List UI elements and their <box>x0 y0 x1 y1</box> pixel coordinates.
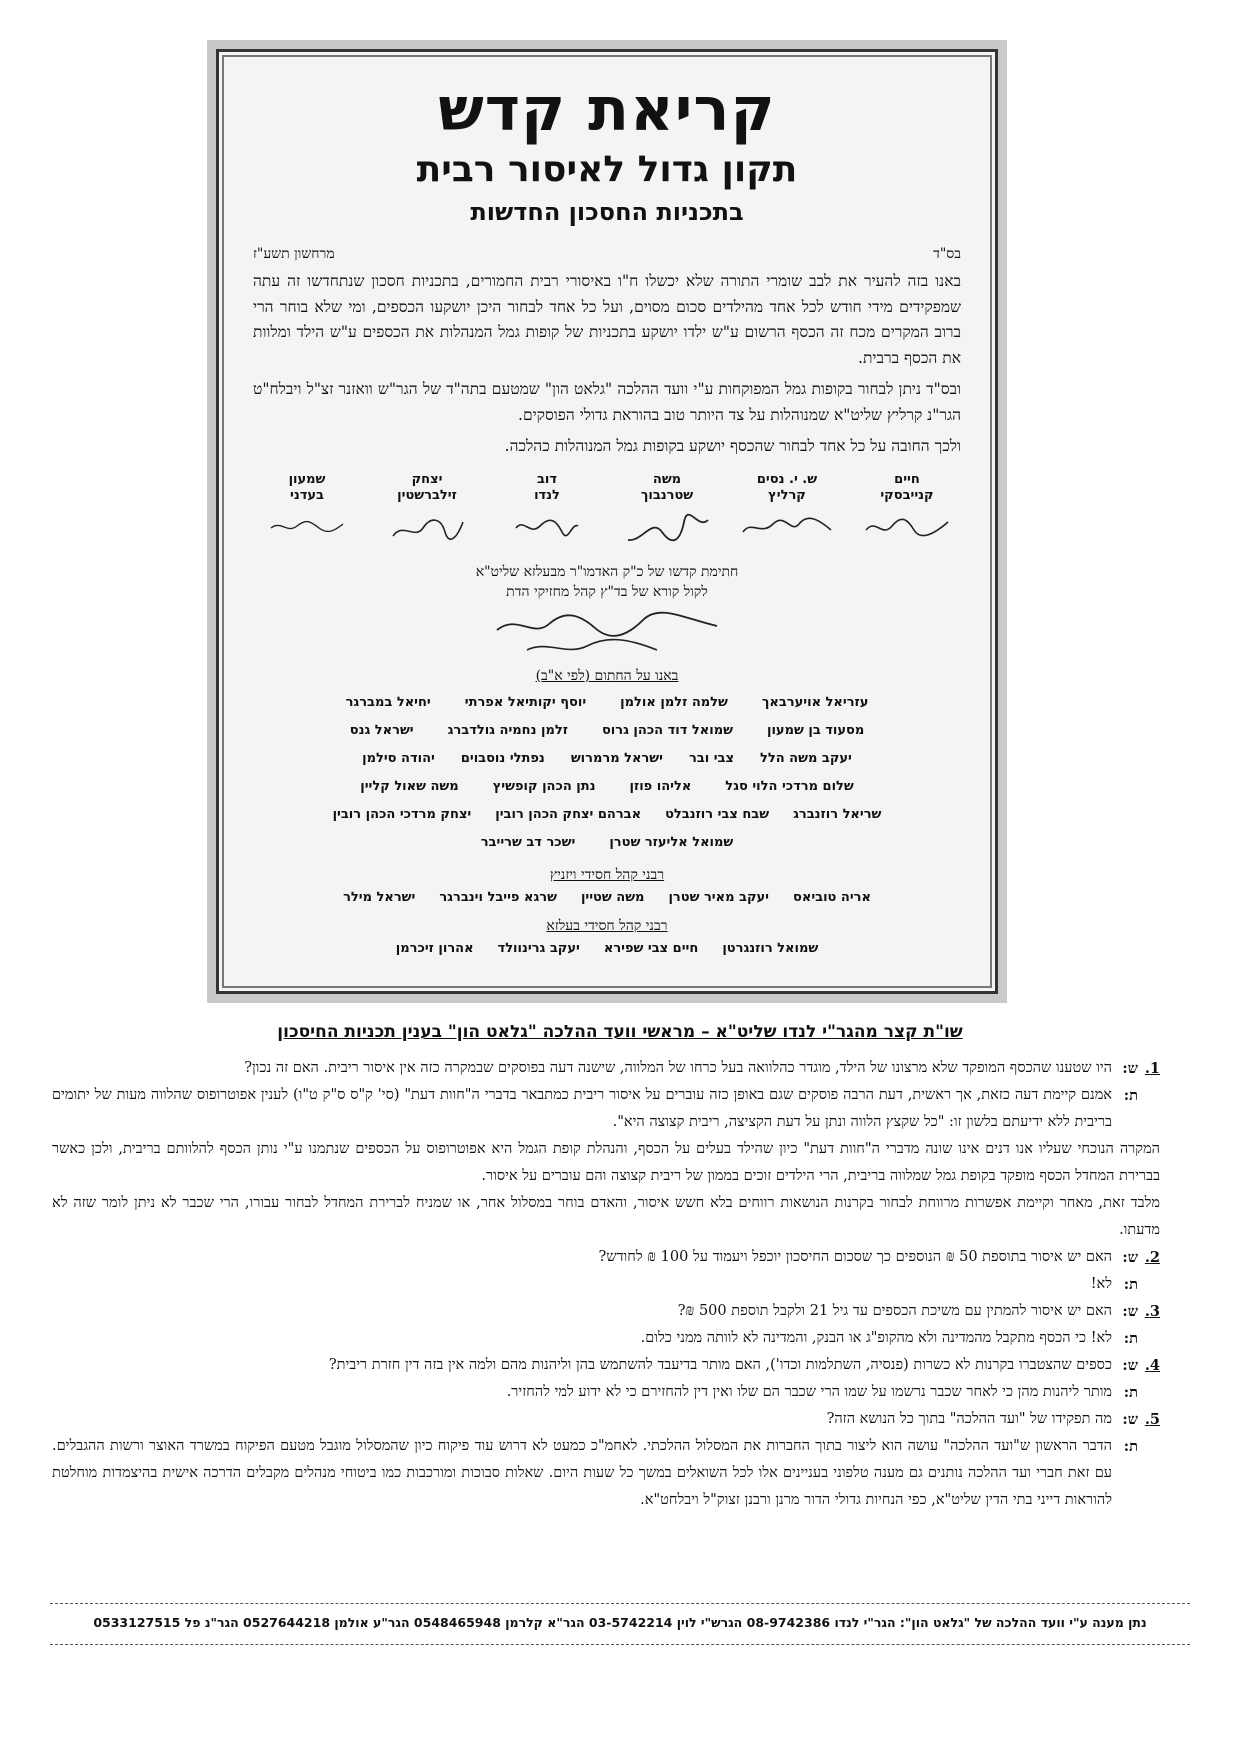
answer-text: לא! <box>1090 1276 1112 1292</box>
q-label: ש: <box>1122 1357 1138 1374</box>
endorser-name: שבח צבי רוזנבלט <box>665 806 770 822</box>
poster-date: מרחשון תשע"ז <box>253 246 335 262</box>
signer-name: יצחק זילברשטין <box>397 471 457 503</box>
q-label: ש: <box>1122 1060 1138 1077</box>
qa-question <box>52 1298 1160 1325</box>
qa-answer <box>52 1433 1160 1514</box>
vizhnitz-names <box>253 884 961 912</box>
endorsers-row <box>253 689 961 717</box>
endorser-name: צבי ובר <box>688 750 734 766</box>
signature-scrawl <box>739 512 835 542</box>
endorser-name: אריה טוביאס <box>793 889 871 905</box>
endorser-name: יהודה סילמן <box>362 750 435 766</box>
poster-paragraph-1: באנו בזה להעיר את לבב שומרי התורה שלא יכשלו ח"ו באיסורי רבית החמורים, בתכניות חסכון שנתחדשו זה עתה שמפקידים מידי חודש לכל אחד מהילדים סכום מסוים, ועל כל אחד לבחור היכן יושקעו הכספים, ומי שלא בוחר הרי ברוב המקרים מכח זה הכסף הרשום ע"ש ילדו יושקע בתכניות של קופות גמל המנהלות את הכספים ע"ש הילד ומלוות את הכסף ברבית. <box>253 272 961 367</box>
rabbis-signatures <box>253 472 961 548</box>
endorsers-list <box>253 689 961 857</box>
endorser-name: יעקב משה הלל <box>759 750 852 766</box>
answer-continuation: המקרה הנוכחי שעליו אנו דנים אינו שונה מדברי ה"חוות דעת" כיון שהילד בעלים על הכסף, והנהלת קופת הגמל היא אפוטרופוס על הכספים שנתמנו ע"י נותן הכסף להלוותם בריבית, ולכן כאשר בברירת המחדל הכסף מופקד בקופת גמל שמלווה בריבית, הרי הילדים זוכים בממון של ריבית קצוצה והם עוברים על איסור. <box>52 1141 1160 1184</box>
endorser-name: שמואל דוד הכהן גרוס <box>601 722 733 738</box>
endorser-name: שריאל רוזנברג <box>793 806 882 822</box>
endorsers-row <box>253 773 961 801</box>
qa-title: שו"ת קצר מהגר"י לנדו שליט"א – מראשי וועד ההלכה "גלאט הון" בענין תכניות החיסכון <box>277 1022 963 1042</box>
qa-number: 5. <box>1144 1411 1160 1428</box>
endorser-name: ישראל מרמרוש <box>570 750 663 766</box>
question-text: מה תפקידו של "ועד ההלכה" בתוך כל הנושא הזה? <box>826 1411 1112 1427</box>
endorser-name: שמואל רוזנגרטן <box>722 940 819 956</box>
contact-footer: נתן מענה ע"י וועד ההלכה של "גלאט הון": הגר"י לנדו 08-9742386 הגרש"י לוין 03-5742214 הגר"א קלרמן 0548465948 הגר"ע אולמן 0527644218 הגר"נ פל 0533127515 <box>93 1615 1147 1630</box>
qa-answer <box>52 1325 1160 1352</box>
endorser-name: עזריאל אויערבאך <box>761 694 869 710</box>
signer <box>257 472 357 548</box>
answer-continuation: מלבד זאת, מאחר וקיימת אפשרות מרווחת לבחור בקרנות הנושאות רווחים בלא חשש איסור, והאדם בוחר במסלול אחר, או שמניח לברירת המחדל לבחור עבורו, הרי שכבר לא ניתן לומר שזה לא מדעתו. <box>52 1195 1160 1238</box>
belz-header: רבני קהל חסידי בעלזא <box>546 917 668 934</box>
a-label: ת: <box>1123 1087 1138 1104</box>
endorser-name: ישכר דב שרייבר <box>480 834 576 850</box>
q-label: ש: <box>1122 1411 1138 1428</box>
qa-number: 1. <box>1144 1060 1160 1077</box>
answer-text: הדבר הראשון ש"ועד ההלכה" עושה הוא ליצור בתוך החברות את המסלול ההלכתי. לאחמ"כ כמעט לא דרוש עוד פיקוח כיון שהמסלול מוגבל מטעם הפיקוח במשרד האוצר ורשות ההגבלים. עם זאת חברי ועד ההלכה נותנים גם מענה טלפוני בעניינים אלו לכל השואלים במשך כל שעות היום. שאלות סבוכות ומורכבות כמו ביטוחי מנהלים מקבלים הדרכה אישית בהיצמדות מוחלטת להוראות דייני בתי הדין שליט"א, כפי הנחיות גדולי הדור מרנן ורבנן זצוק"ל ויבלחט"א. <box>52 1438 1112 1508</box>
endorser-name: יעקב גרינוולד <box>497 940 580 956</box>
endorser-name: ישראל גנס <box>349 722 414 738</box>
signature-scrawl <box>512 512 582 542</box>
endorser-name: יצחק מרדכי הכהן רובין <box>332 806 472 822</box>
signer <box>617 472 717 548</box>
a-label: ת: <box>1123 1330 1138 1347</box>
signature-scrawl <box>862 512 952 542</box>
poster-dateline <box>253 246 961 263</box>
poster-subtitle-2: בתכניות החסכון החדשות <box>470 198 744 226</box>
question-text: האם יש איסור בתוספת 50 ₪ הנוספים כך שסכום החיסכון יוכפל ויעמוד על 100 ₪ לחודש? <box>598 1249 1112 1265</box>
belz-names <box>253 935 961 963</box>
signer <box>737 472 837 548</box>
a-label: ת: <box>1123 1276 1138 1293</box>
question-text: כספים שהצטברו בקרנות לא כשרות (פנסיה, השתלמות וכדו'), האם מותר בדיעבד להשתמש בהן וליהנות מהם ולמה אין בזה דין חזרת ריבית? <box>328 1357 1112 1373</box>
endorsers-row <box>253 717 961 745</box>
signature-scrawl <box>267 512 347 540</box>
poster-frame <box>216 49 998 994</box>
signature-scrawl <box>622 512 712 548</box>
qa-question <box>52 1055 1160 1082</box>
poster-paragraph-3: ולכך החובה על כל אחד לבחור שהכסף יושקע בקופות גמל המנוהלות כהלכה. <box>504 437 961 455</box>
endorser-name: זלמן נחמיה גולדברג <box>447 722 568 738</box>
endorser-name: נפתלי נוסבוים <box>460 750 545 766</box>
signer <box>857 472 957 548</box>
qa-number: 3. <box>1144 1303 1160 1320</box>
poster-subtitle: תקון גדול לאיסור רבית <box>416 149 798 190</box>
endorser-name: יחיאל במברגר <box>345 694 431 710</box>
endorser-name: שלמה זלמן אולמן <box>620 694 728 710</box>
signer-name: שמעון בעדני <box>288 471 326 503</box>
endorsers-header: באנו על החתום (לפי א"ב) <box>535 667 679 684</box>
endorser-name: אברהם יצחק הכהן רובין <box>495 806 642 822</box>
poster-paragraph-2: ובס"ד ניתן לבחור בקופות גמל המפוקחות ע"י וועד ההלכה "גלאט הון" שמטעם בתה"ד של הגר"ש וואזנר זצ"ל ויבלח"ט הגר"נ קרליץ שליט"א שמנוהלות על צד היותר טוב בהוראת גדולי הפוסקים. <box>253 380 961 424</box>
endorser-name: משה שאול קליין <box>360 778 459 794</box>
rebbe-signature <box>487 608 727 664</box>
qa-answer <box>52 1271 1160 1298</box>
signer-name: דוב לנדו <box>534 471 560 503</box>
qa-number: 4. <box>1144 1357 1160 1374</box>
signer <box>497 472 597 548</box>
endorser-name: יוסף יקותיאל אפרתי <box>464 694 587 710</box>
endorser-name: שלום מרדכי הלוי סגל <box>725 778 854 794</box>
endorsers-row <box>253 829 961 857</box>
endorser-name: אהרון זיכרמן <box>395 940 474 956</box>
endorser-name: מסעוד בן שמעון <box>766 722 865 738</box>
answer-text: לא! כי הכסף מתקבל מהמדינה ולא מהקופ"ג או הבנק, והמדינה לא לוותה ממני כלום. <box>640 1330 1112 1346</box>
qa-answer <box>52 1379 1160 1406</box>
signer-name: משה שטרנבוך <box>640 471 694 503</box>
divider <box>50 1644 1190 1645</box>
endorser-name: שמואל אליעזר שטרן <box>609 834 734 850</box>
bsd-label: בס"ד <box>933 246 961 262</box>
rebbe-line-1: חתימת קדשו של כ"ק האדמו"ר מבעלזא שליט"א <box>475 563 739 580</box>
divider <box>50 1603 1190 1604</box>
endorser-name: שרגא פייבל וינברגר <box>439 889 557 905</box>
endorsers-row <box>253 745 961 773</box>
question-text: היו שטענו שהכסף המופקד שלא מרצונו של הילד, מוגדר כהלוואה בעל כרחו של המלווה, שישנה דעה בפוסקים שבמקרה כזה אין איסור ריבית. האם זה נכון? <box>244 1060 1112 1076</box>
answer-text: אמנם קיימת דעה כזאת, אך ראשית, דעת הרבה פוסקים שגם באופן כזה עוברים על איסור ריבית כמתבאר בדברי ה"חוות דעת" (סי' ק"ס ס"ק ט"ו) לענין אפוטרופוס שהלווה מעות של יתומים בריבית ללא ידיעתם בלשון זו: "כל שקצץ הלווה ונתן על דעת הקציצה, ריבית קצוצה היא". <box>52 1087 1112 1130</box>
proclamation-poster <box>207 40 1007 1003</box>
q-label: ש: <box>1122 1303 1138 1320</box>
signer <box>377 472 477 548</box>
q-label: ש: <box>1122 1249 1138 1266</box>
qa-question <box>52 1352 1160 1379</box>
endorsers-row <box>253 801 961 829</box>
rebbe-line-2: לקול קורא של בד"ץ קהל מחזיקי הדת <box>506 583 708 600</box>
signer-name: חיים קנייבסקי <box>880 471 934 503</box>
endorser-name: חיים צבי שפירא <box>603 940 699 956</box>
qa-question <box>52 1406 1160 1433</box>
endorser-name: משה שטיין <box>580 889 645 905</box>
poster-title: קריאת קדש <box>438 75 776 145</box>
qa-question <box>52 1244 1160 1271</box>
endorser-name: יעקב מאיר שטרן <box>668 889 770 905</box>
answer-text: מותר ליהנות מהן כי לאחר שכבר נרשמו על שמו הרי שכבר הם שלו ואין דין להחזירם כי לא ידוע למי להחזיר. <box>506 1384 1112 1400</box>
rebbe-endorsement <box>253 562 961 664</box>
endorser-name: אליהו פוזן <box>629 778 692 794</box>
qa-section <box>52 1055 1160 1514</box>
vizhnitz-header: רבני קהל חסידי ויזניץ <box>549 866 665 883</box>
endorser-name: ישראל מילר <box>343 889 416 905</box>
question-text: האם יש איסור להמתין עם משיכת הכספים עד גיל 21 ולקבל תוספת 500 ₪? <box>677 1303 1112 1319</box>
qa-answer <box>52 1082 1160 1136</box>
a-label: ת: <box>1123 1438 1138 1455</box>
endorser-name: נתן הכהן קופשיץ <box>492 778 596 794</box>
signature-scrawl <box>387 512 467 546</box>
a-label: ת: <box>1123 1384 1138 1401</box>
qa-number: 2. <box>1144 1249 1160 1266</box>
signer-name: ש. י. נסים קרליץ <box>756 471 818 503</box>
